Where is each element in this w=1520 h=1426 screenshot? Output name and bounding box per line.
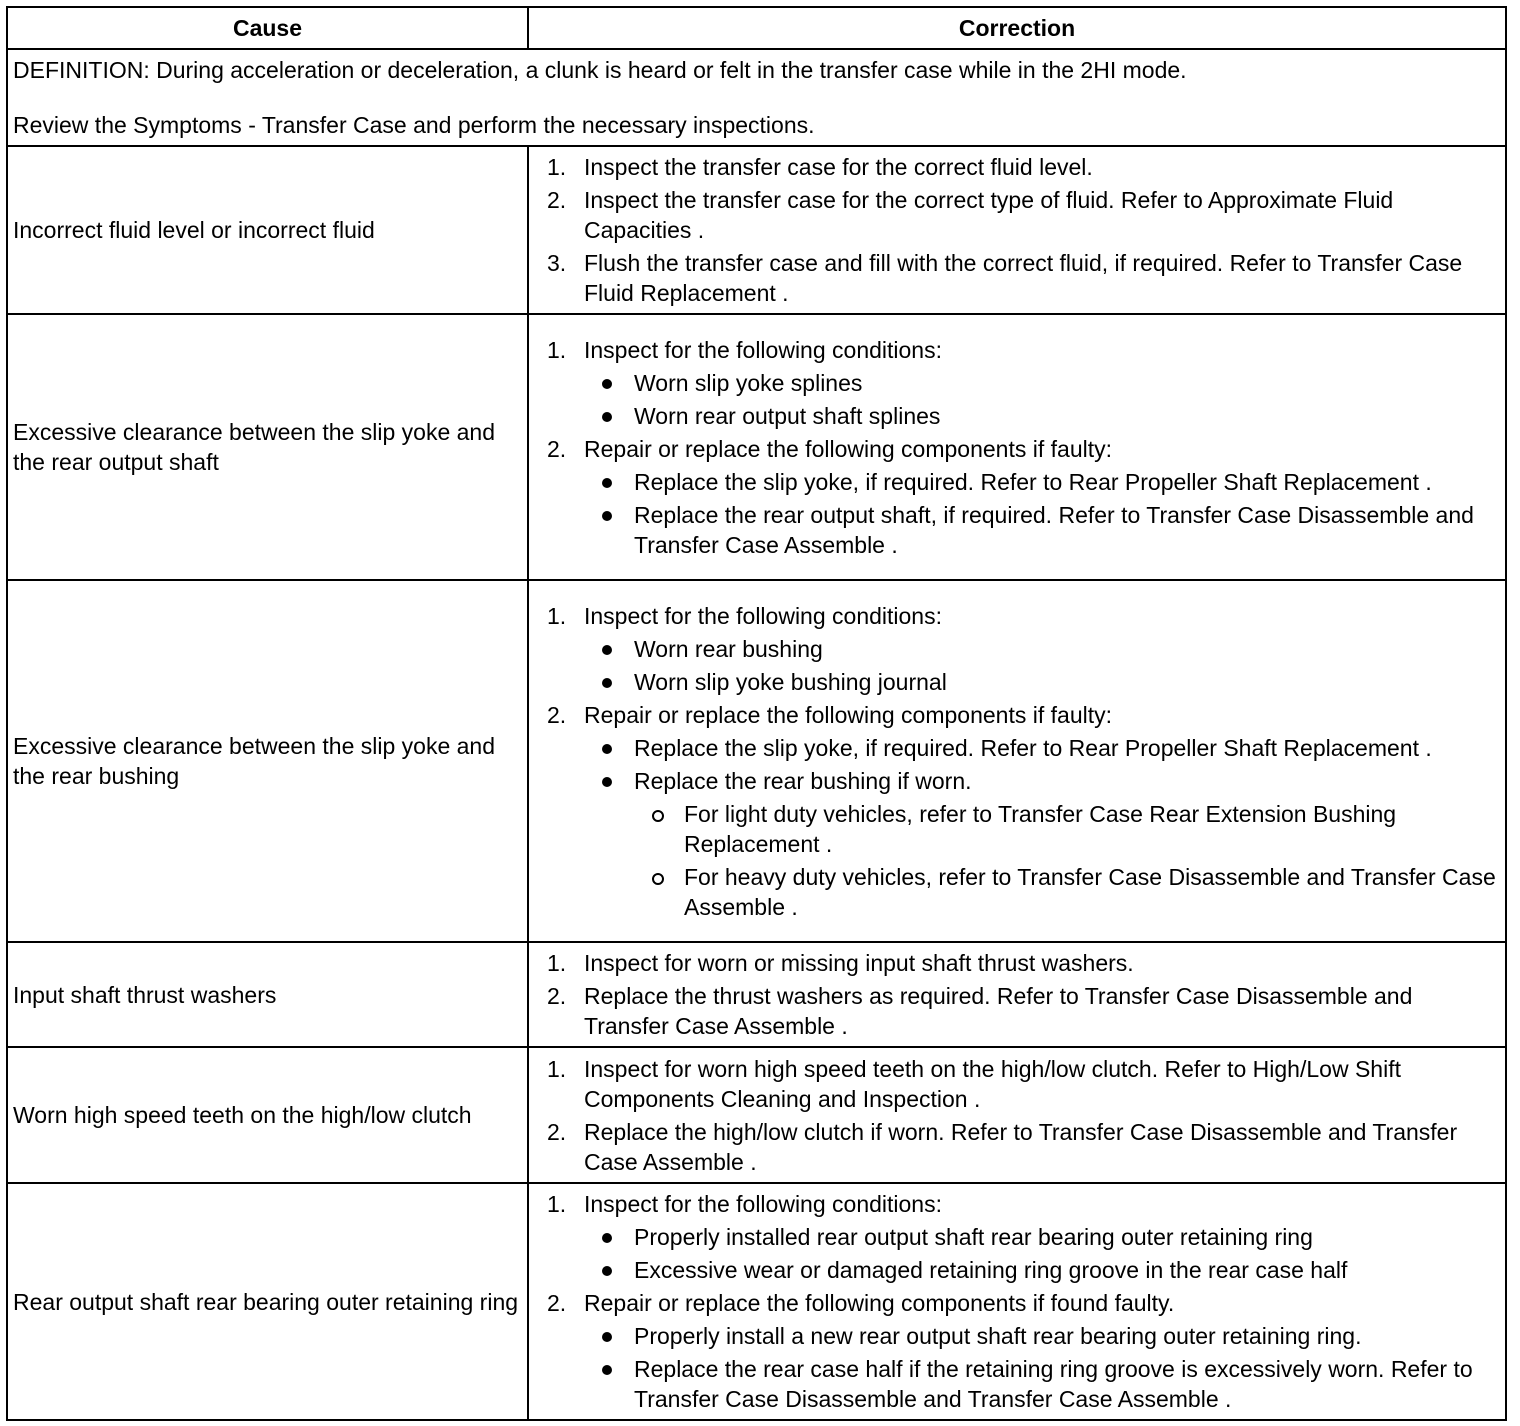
hollow-bullet-icon (652, 873, 664, 885)
step-text: Repair or replace the following components if found faulty. (584, 1290, 1175, 1316)
bullet-text: Properly installed rear output shaft rear bearing outer retaining ring (634, 1224, 1313, 1250)
step-number: 2. (547, 983, 567, 1009)
correction-cell (528, 146, 1506, 314)
table-row (7, 580, 1506, 942)
review-text: Review the Symptoms - Transfer Case and perform the necessary inspections. (13, 112, 815, 138)
table-row (7, 146, 1506, 314)
bullet-text: Excessive wear or damaged retaining ring groove in the rear case half (634, 1257, 1348, 1283)
step-text: Inspect for the following conditions: (584, 602, 942, 629)
cause-cell: Incorrect fluid level or incorrect fluid (7, 146, 528, 314)
bullet-item (584, 1222, 1500, 1252)
step-number: 2. (547, 1290, 567, 1316)
hollow-bullet-icon (652, 810, 664, 822)
bullet-dot-icon (602, 777, 612, 787)
step-item (534, 948, 1500, 978)
bullet-dot-icon (602, 1266, 612, 1276)
correction-steps (534, 1054, 1500, 1177)
step-number: 1. (547, 336, 567, 363)
bullet-item (584, 467, 1500, 497)
cause-cell: Excessive clearance between the slip yoke and the rear output shaft (7, 314, 528, 580)
step-number: 2. (547, 187, 567, 213)
correction-steps (534, 1189, 1500, 1414)
step-text: Replace the thrust washers as required. Refer to Transfer Case Disassemble and Transfer Case Assemble . (584, 983, 1413, 1039)
definition-cell (7, 49, 1506, 146)
bullet-list (584, 634, 1500, 697)
definition-text: DEFINITION: During acceleration or deceleration, a clunk is heard or felt in the transfer case while in the 2HI mode. (13, 57, 1187, 83)
bullet-dot-icon (602, 511, 612, 521)
bullet-dot-icon (602, 678, 612, 688)
bullet-text: Replace the slip yoke, if required. Refer to Rear Propeller Shaft Replacement . (634, 468, 1432, 495)
cause-header: Cause (7, 7, 528, 49)
bullet-list (584, 1321, 1500, 1414)
table-row (7, 314, 1506, 580)
step-item (534, 601, 1500, 697)
step-text: Inspect for the following conditions: (584, 1191, 942, 1217)
definition-row (7, 49, 1506, 146)
bullet-item (584, 1354, 1500, 1414)
step-item (534, 1189, 1500, 1285)
bullet-item (584, 500, 1500, 560)
step-text: Repair or replace the following components if faulty: (584, 701, 1113, 728)
bullet-text: Worn slip yoke bushing journal (634, 668, 947, 695)
bullet-dot-icon (602, 645, 612, 655)
diagnostic-table (6, 6, 1507, 1421)
bullet-text: Replace the slip yoke, if required. Refer to Rear Propeller Shaft Replacement . (634, 734, 1432, 761)
bullet-item (584, 401, 1500, 431)
bullet-text: Worn rear bushing (634, 635, 823, 662)
rows-body (7, 146, 1506, 1420)
bullet-dot-icon (602, 412, 612, 422)
bullet-dot-icon (602, 1332, 612, 1342)
bullet-item (584, 1321, 1500, 1351)
bullet-dot-icon (602, 744, 612, 754)
correction-cell (528, 580, 1506, 942)
step-number: 2. (547, 1118, 567, 1145)
step-item (534, 1288, 1500, 1414)
correction-steps (534, 335, 1500, 560)
step-item (534, 434, 1500, 560)
step-text: Inspect for the following conditions: (584, 336, 942, 363)
step-item (534, 700, 1500, 922)
correction-header: Correction (528, 7, 1506, 49)
step-number: 1. (547, 1191, 567, 1217)
bullet-list (584, 467, 1500, 560)
cause-cell: Rear output shaft rear bearing outer retaining ring (7, 1183, 528, 1420)
step-text: Inspect for worn high speed teeth on the high/low clutch. Refer to High/Low Shift Components Cleaning and Inspection . (584, 1055, 1401, 1112)
bullet-item (584, 368, 1500, 398)
step-item (534, 335, 1500, 431)
bullet-list (584, 733, 1500, 922)
correction-steps (534, 948, 1500, 1041)
step-item (534, 185, 1500, 245)
sub-bullet-list (634, 799, 1500, 922)
correction-steps (534, 601, 1500, 922)
bullet-text: Replace the rear bushing if worn. (634, 767, 972, 794)
sub-bullet-text: For light duty vehicles, refer to Transfer Case Rear Extension Bushing Replacement . (684, 800, 1397, 857)
bullet-text: Worn rear output shaft splines (634, 402, 941, 429)
step-item (534, 1054, 1500, 1114)
bullet-dot-icon (602, 1365, 612, 1375)
sub-bullet-item (634, 799, 1500, 859)
cause-cell: Excessive clearance between the slip yoke and the rear bushing (7, 580, 528, 942)
correction-steps (534, 152, 1500, 308)
step-text: Flush the transfer case and fill with the correct fluid, if required. Refer to Transfer Case Fluid Replacement . (584, 250, 1463, 306)
step-text: Repair or replace the following components if faulty: (584, 435, 1113, 462)
step-text: Replace the high/low clutch if worn. Refer to Transfer Case Disassemble and Transfer Case Assemble . (584, 1118, 1458, 1175)
bullet-text: Replace the rear case half if the retaining ring groove is excessively worn. Refer to Transfer Case Disassemble and Transfer Case Assemble . (634, 1356, 1473, 1412)
bullet-item (584, 766, 1500, 922)
step-item (534, 1117, 1500, 1177)
bullet-item (584, 733, 1500, 763)
sub-bullet-item (634, 862, 1500, 922)
step-number: 1. (547, 1055, 567, 1082)
correction-cell (528, 1183, 1506, 1420)
step-number: 1. (547, 602, 567, 629)
bullet-item (584, 634, 1500, 664)
table-row (7, 942, 1506, 1047)
step-item (534, 152, 1500, 182)
bullet-list (584, 368, 1500, 431)
cause-cell: Worn high speed teeth on the high/low clutch (7, 1047, 528, 1183)
step-number: 3. (547, 250, 567, 276)
bullet-item (584, 667, 1500, 697)
bullet-item (584, 1255, 1500, 1285)
correction-cell (528, 314, 1506, 580)
bullet-dot-icon (602, 379, 612, 389)
bullet-text: Replace the rear output shaft, if required. Refer to Transfer Case Disassemble and Transfer Case Assemble . (634, 501, 1474, 558)
step-item (534, 248, 1500, 308)
step-number: 2. (547, 435, 567, 462)
bullet-dot-icon (602, 478, 612, 488)
table-row (7, 1183, 1506, 1420)
step-number: 1. (547, 950, 567, 976)
sub-bullet-text: For heavy duty vehicles, refer to Transfer Case Disassemble and Transfer Case Assemble . (684, 863, 1496, 920)
correction-cell (528, 1047, 1506, 1183)
step-text: Inspect the transfer case for the correct fluid level. (584, 154, 1093, 180)
step-number: 1. (547, 154, 567, 180)
bullet-list (584, 1222, 1500, 1285)
table-row (7, 1047, 1506, 1183)
bullet-text: Worn slip yoke splines (634, 369, 863, 396)
cause-cell: Input shaft thrust washers (7, 942, 528, 1047)
header-row (7, 7, 1506, 49)
step-item (534, 981, 1500, 1041)
step-number: 2. (547, 701, 567, 728)
bullet-dot-icon (602, 1233, 612, 1243)
bullet-text: Properly install a new rear output shaft rear bearing outer retaining ring. (634, 1323, 1362, 1349)
correction-cell (528, 942, 1506, 1047)
step-text: Inspect the transfer case for the correct type of fluid. Refer to Approximate Fluid Capacities . (584, 187, 1394, 243)
step-text: Inspect for worn or missing input shaft thrust washers. (584, 950, 1134, 976)
